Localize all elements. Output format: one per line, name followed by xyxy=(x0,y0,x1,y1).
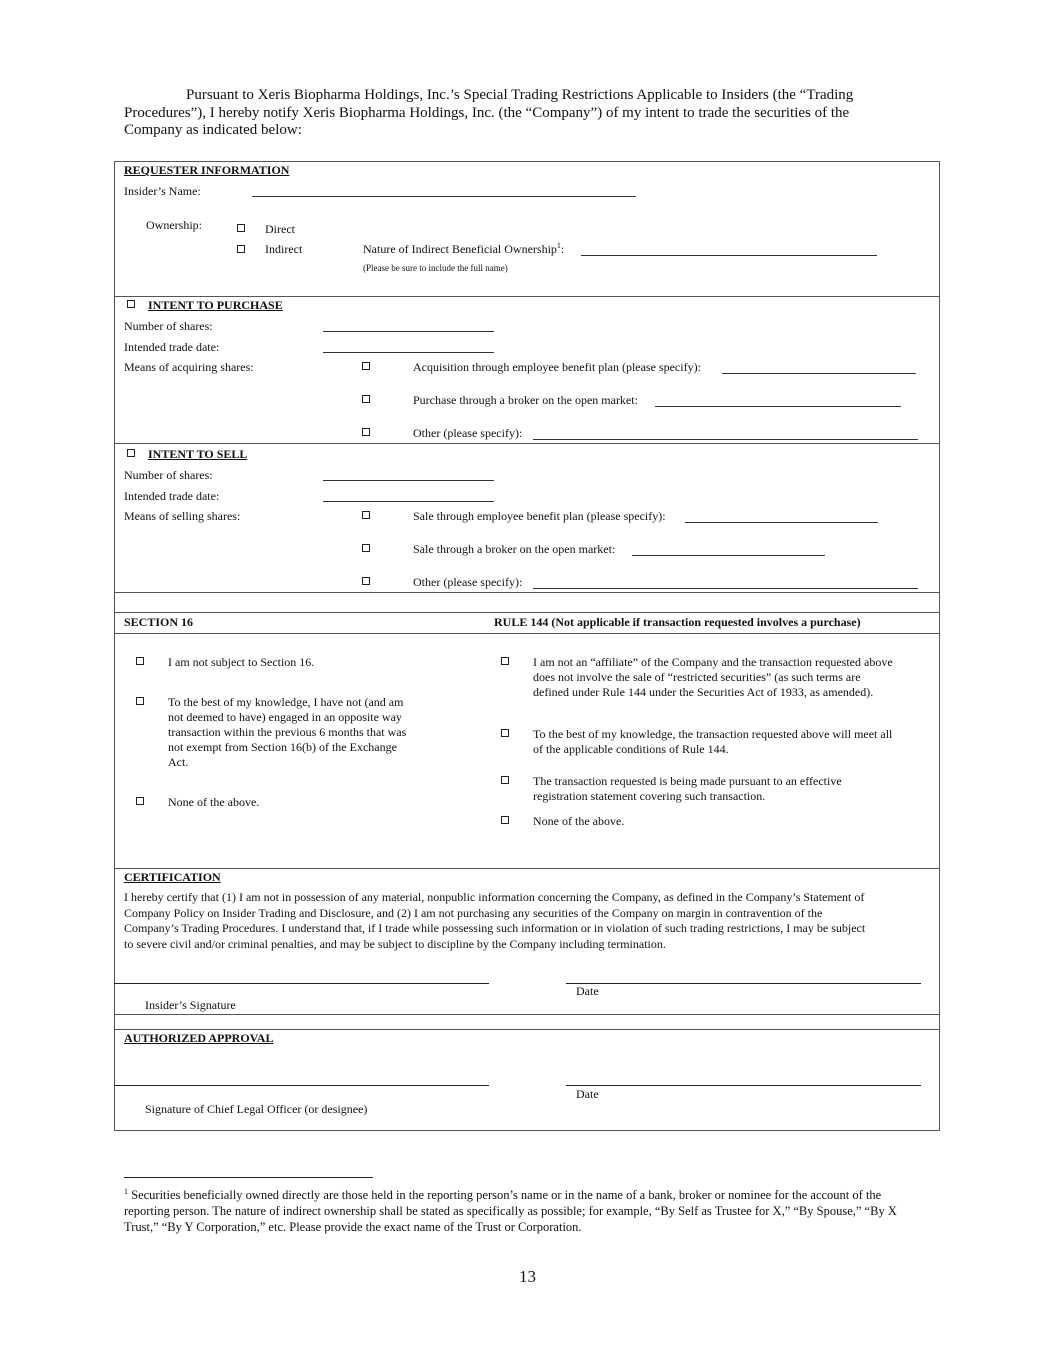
insider-name-label: Insider’s Name: xyxy=(124,184,201,198)
indirect-checkbox[interactable] xyxy=(237,245,245,253)
insider-signature-label: Insider’s Signature xyxy=(145,998,236,1012)
sell-shares-label: Number of shares: xyxy=(124,468,213,482)
section16-opt2-line: not deemed to have) engaged in an opposite way xyxy=(168,710,402,724)
footnote-marker: 1 xyxy=(124,1186,128,1196)
certification-line: I hereby certify that (1) I am not in possession of any material, nonpublic information concerning the Company, as defined in the Company’s Statement of xyxy=(124,890,865,904)
full-name-note: (Please be sure to include the full name) xyxy=(363,263,508,273)
footnote xyxy=(124,1187,924,1235)
sell-option-checkbox[interactable] xyxy=(362,511,370,519)
purchase-shares-field[interactable] xyxy=(323,331,494,332)
purchase-shares-label: Number of shares: xyxy=(124,319,213,333)
section16-option-checkbox[interactable] xyxy=(136,797,144,805)
divider xyxy=(114,592,940,593)
sell-option-benefit-plan-field[interactable] xyxy=(685,522,878,523)
rule144-option-checkbox[interactable] xyxy=(501,657,509,665)
clo-date-label: Date xyxy=(576,1087,599,1101)
sell-shares-field[interactable] xyxy=(323,480,494,481)
section16-opt-not-subject: I am not subject to Section 16. xyxy=(168,655,315,669)
rule144-option-checkbox[interactable] xyxy=(501,816,509,824)
divider xyxy=(114,443,940,444)
page-number: 13 xyxy=(519,1267,536,1286)
divider xyxy=(114,612,940,613)
footnote-text: Securities beneficially owned directly are those held in the reporting person’s name or in the name of a bank, broker or nominee for the account of the reporting person. The nature of indirect ownership shall be stated as specifically as possible; for example, “By Self as Trustee for X,” “By Spouse,” “By X Trust,” “By Y Corporation,” etc. Please provide the exact name of the Trust or Corporation. xyxy=(124,1188,897,1234)
section16-opt2-line: not exempt from Section 16(b) of the Exchange xyxy=(168,740,397,754)
intro-paragraph xyxy=(124,87,894,140)
rule144-opt1-line: I am not an “affiliate” of the Company and the transaction requested above xyxy=(533,655,893,669)
section16-opt-none: None of the above. xyxy=(168,795,260,809)
clo-signature-label: Signature of Chief Legal Officer (or designee) xyxy=(145,1102,368,1116)
purchase-option-checkbox[interactable] xyxy=(362,362,370,370)
intent-to-sell-checkbox[interactable] xyxy=(127,449,135,457)
rule144-opt3-line: registration statement covering such transaction. xyxy=(533,789,766,803)
intent-to-purchase-checkbox[interactable] xyxy=(127,300,135,308)
sell-option-checkbox[interactable] xyxy=(362,544,370,552)
intent-to-purchase-heading: INTENT TO PURCHASE xyxy=(148,298,283,312)
clo-signature-line[interactable] xyxy=(114,1085,489,1086)
sell-date-label: Intended trade date: xyxy=(124,489,220,503)
rule144-opt1-line: defined under Rule 144 under the Securities Act of 1933, as amended). xyxy=(533,685,874,699)
footnote-ref: 1 xyxy=(556,241,561,250)
intro-text: Pursuant to Xeris Biopharma Holdings, Inc.’s Special Trading Restrictions Applicable to Insiders (the “Trading Procedures”), I hereby notify Xeris Biopharma Holdings, Inc. (the “Company”) of my intent to trade the securities of the Company as indicated below: xyxy=(124,87,854,138)
insider-date-label: Date xyxy=(576,984,599,998)
direct-label: Direct xyxy=(265,222,295,236)
purchase-option-other-field[interactable] xyxy=(533,439,918,440)
sell-option-other-field[interactable] xyxy=(533,588,918,589)
section16-opt2-line: To the best of my knowledge, I have not (and am xyxy=(168,695,404,709)
divider xyxy=(114,1029,940,1030)
sell-date-field[interactable] xyxy=(323,501,494,502)
rule144-option-checkbox[interactable] xyxy=(501,729,509,737)
insider-name-field[interactable] xyxy=(252,196,636,197)
certification-line: to severe civil and/or criminal penalties, and may be subject to discipline by the Company including termination. xyxy=(124,936,666,951)
divider xyxy=(114,1014,940,1015)
section16-opt2-line: transaction within the previous 6 months that was xyxy=(168,725,407,739)
ownership-label: Ownership: xyxy=(146,218,202,232)
purchase-option-checkbox[interactable] xyxy=(362,395,370,403)
certification-line: Company’s Trading Procedures. I understand that, if I trade while possessing such information or in violation of such trading restrictions, I may be subject xyxy=(124,921,866,935)
rule144-option-checkbox[interactable] xyxy=(501,776,509,784)
purchase-option-other: Other (please specify): xyxy=(413,426,523,440)
clo-date-line[interactable] xyxy=(566,1085,921,1086)
intent-to-sell-heading: INTENT TO SELL xyxy=(148,447,248,461)
purchase-option-broker-field[interactable] xyxy=(655,406,901,407)
rule144-opt-none: None of the above. xyxy=(533,814,625,828)
purchase-date-label: Intended trade date: xyxy=(124,340,220,354)
purchase-date-field[interactable] xyxy=(323,352,494,353)
sell-option-other: Other (please specify): xyxy=(413,575,523,589)
section16-opt2-line: Act. xyxy=(168,755,189,769)
insider-signature-line[interactable] xyxy=(114,983,489,984)
indirect-label: Indirect xyxy=(265,242,303,256)
sell-means-label: Means of selling shares: xyxy=(124,509,241,523)
divider xyxy=(114,633,940,634)
rule144-opt2-line: To the best of my knowledge, the transaction requested above will meet all xyxy=(533,727,893,741)
purchase-means-label: Means of acquiring shares: xyxy=(124,360,254,374)
sell-option-broker: Sale through a broker on the open market: xyxy=(413,542,616,556)
rule144-opt1-line: does not involve the sale of “restricted securities” (as such terms are xyxy=(533,670,861,684)
sell-option-benefit-plan: Sale through employee benefit plan (please specify): xyxy=(413,509,666,523)
sell-option-checkbox[interactable] xyxy=(362,577,370,585)
rule144-opt2-line: of the applicable conditions of Rule 144. xyxy=(533,742,729,756)
divider xyxy=(114,296,940,297)
nature-of-ownership-field[interactable] xyxy=(581,255,877,256)
sell-option-broker-field[interactable] xyxy=(632,555,825,556)
purchase-option-checkbox[interactable] xyxy=(362,428,370,436)
certification-line: Company Policy on Insider Trading and Disclosure, and (2) I am not purchasing any securities of the Company on margin in contravention of the xyxy=(124,905,823,920)
section16-option-checkbox[interactable] xyxy=(136,657,144,665)
requester-heading: REQUESTER INFORMATION xyxy=(124,163,290,177)
certification-heading: CERTIFICATION xyxy=(124,870,221,884)
divider xyxy=(114,868,940,869)
purchase-option-benefit-plan-field[interactable] xyxy=(722,373,916,374)
direct-checkbox[interactable] xyxy=(237,224,245,232)
footnote-separator xyxy=(124,1177,373,1178)
rule144-opt3-line: The transaction requested is being made pursuant to an effective xyxy=(533,774,842,788)
rule144-heading: RULE 144 (Not applicable if transaction requested involves a purchase) xyxy=(494,615,861,629)
section16-option-checkbox[interactable] xyxy=(136,697,144,705)
nature-of-ownership-label: Nature of Indirect Beneficial Ownership$^1$: xyxy=(363,241,565,256)
purchase-option-broker: Purchase through a broker on the open market: xyxy=(413,393,638,407)
purchase-option-benefit-plan: Acquisition through employee benefit plan (please specify): xyxy=(413,360,701,374)
insider-date-line[interactable] xyxy=(566,983,921,984)
approval-heading: AUTHORIZED APPROVAL xyxy=(124,1031,274,1045)
section16-heading: SECTION 16 xyxy=(124,615,194,629)
